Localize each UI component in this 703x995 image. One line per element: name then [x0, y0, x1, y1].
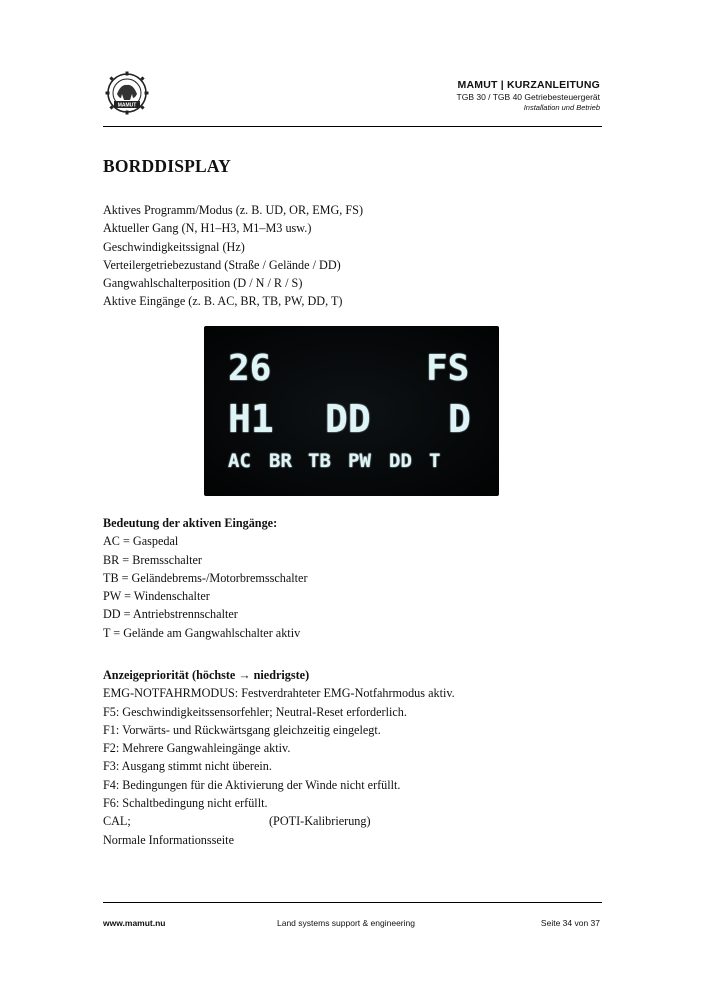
inputs-meaning-list [103, 514, 308, 642]
list-item: TB = Geländebrems-/Motorbremsschalter [103, 570, 308, 585]
onboard-display-photo [204, 326, 499, 496]
list-item: Geschwindigkeitssignal (Hz) [103, 239, 245, 254]
list-item: Verteilergetriebezustand (Straße / Gelände / DD) [103, 257, 341, 272]
page-header [457, 79, 600, 112]
footer-tagline: Land systems support & engineering [277, 918, 415, 928]
list-item: Gangwahlschalterposition (D / N / R / S) [103, 276, 303, 291]
list-item: DD = Antriebstrennschalter [103, 607, 238, 622]
list-item: F5: Geschwindigkeitssensorfehler; Neutral-Reset erforderlich. [103, 704, 407, 719]
priority-section-title: Anzeigepriorität (höchste → niedrigste) [103, 668, 310, 682]
display-priority-list [103, 666, 455, 849]
section-heading: BORDDISPLAY [103, 156, 231, 176]
cal-label: CAL; [103, 814, 131, 829]
list-item: Aktueller Gang (N, H1–H3, M1–M3 usw.) [103, 221, 312, 236]
oled-transfer: DD [325, 397, 371, 441]
oled-speed: 26 [228, 348, 272, 389]
oled-input-tb: TB [308, 450, 331, 472]
oled-input-dd: DD [389, 450, 412, 472]
list-item: AC = Gaspedal [103, 534, 179, 549]
header-title: MAMUT | KURZANLEITUNG [457, 79, 600, 91]
list-item: PW = Windenschalter [103, 589, 210, 604]
list-item: F6: Schaltbedingung nicht erfüllt. [103, 796, 268, 811]
logo-text: MAMUT [117, 102, 137, 109]
display-items-list [103, 201, 363, 311]
header-subtitle-italic: Installation und Betrieb [523, 103, 600, 112]
list-item: T = Gelände am Gangwahlschalter aktiv [103, 625, 301, 640]
header-divider [103, 126, 602, 127]
oled-gear: H1 [228, 397, 274, 441]
oled-input-ac: AC [228, 450, 251, 472]
inputs-section-title: Bedeutung der aktiven Eingänge: [103, 516, 278, 530]
header-subtitle: TGB 30 / TGB 40 Getriebesteuergerät [456, 92, 600, 102]
list-item: Aktives Programm/Modus (z. B. UD, OR, EMG, FS) [103, 203, 364, 217]
list-item: F4: Bedingungen für die Aktivierung der Winde nicht erfüllt. [103, 777, 401, 792]
oled-selector: D [448, 397, 471, 441]
list-item: F1: Vorwärts- und Rückwärtsgang gleichzeitig eingelegt. [103, 722, 381, 737]
page-number: Seite 34 von 37 [540, 918, 600, 928]
list-item-cal [103, 812, 455, 830]
oled-input-t: T [429, 450, 441, 472]
list-item: Aktive Eingänge (z. B. AC, BR, TB, PW, DD, T) [103, 294, 343, 309]
list-item: F3: Ausgang stimmt nicht überein. [103, 759, 272, 774]
oled-input-br: BR [269, 450, 292, 472]
list-item: BR = Bremsschalter [103, 552, 202, 567]
footer-website-link[interactable]: www.mamut.nu [103, 918, 166, 928]
mamut-logo [100, 70, 154, 116]
list-item: F2: Mehrere Gangwahleingänge aktiv. [103, 741, 291, 756]
oled-mode: FS [426, 348, 470, 389]
list-item: EMG-NOTFAHRMODUS: Festverdrahteter EMG-Notfahrmodus aktiv. [103, 686, 455, 701]
cal-note: (POTI-Kalibrierung) [269, 814, 371, 829]
list-item: Normale Informationsseite [103, 832, 234, 847]
oled-input-pw: PW [348, 450, 371, 472]
footer-divider [103, 902, 602, 903]
